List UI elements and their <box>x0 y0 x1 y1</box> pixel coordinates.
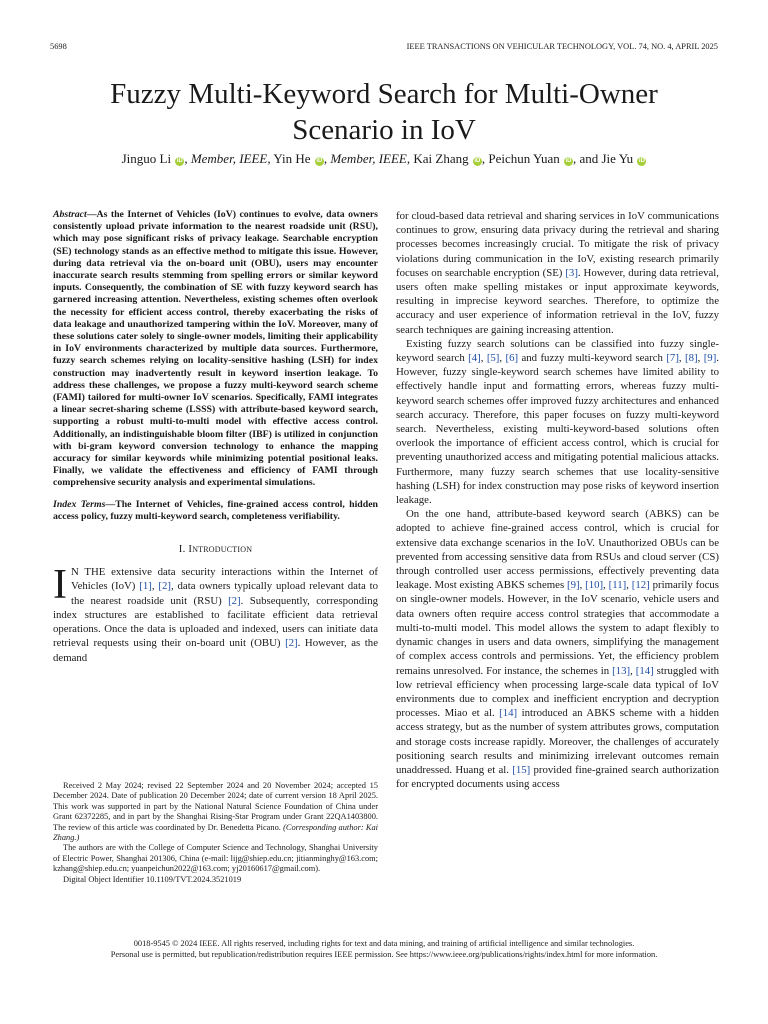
section-number: I. <box>178 543 186 556</box>
text-run: N THE extensive data security interactions within the Internet of Vehicles (IoV) <box>71 566 378 593</box>
text-run: provided fine-grained search authorization for encrypted documents using access <box>396 763 719 791</box>
text-run: . However, as the demand <box>53 637 378 664</box>
footnote <box>53 781 378 885</box>
index-terms-text: —The Internet of Vehicles, fine-grained access control, hidden access policy, fuzzy multi-keyword search, completeness verifiability. <box>53 498 378 522</box>
orcid-icon[interactable]: iD <box>474 158 481 164</box>
citation-link[interactable]: [7] <box>666 352 679 365</box>
orcid-icon[interactable]: iD <box>638 158 645 164</box>
text-run: introduced an ABKS scheme with a hidden access strategy, but as the number of system attributes grows, computation and storage costs increase rapidly. Moreover, the challenges of accurately positioning search results and minimizing irrelevant outcomes remain unaddressed. Huang et al. <box>396 707 719 776</box>
citation-link[interactable]: [2] <box>228 594 241 607</box>
text-run: primarily focus on single-owner models. However, in the IoV scenario, vehicle users and data owners often require access control strategies that accommodate a multi-to-multi model. This model allows the system to adapt flexibly to dynamic changes in users and data owners, simplifying the management of complex access controls and permissions. Yet, the efficiency problem remains unresolved. For instance, the schemes in <box>396 579 719 677</box>
corresponding-author: (Corresponding author: Kai Zhang.) <box>53 822 378 843</box>
orcid-icon[interactable]: iD <box>565 158 572 164</box>
author-name: Kai Zhang <box>413 151 469 166</box>
drop-cap: I <box>53 562 67 609</box>
citation-link[interactable]: [6] <box>505 352 519 365</box>
author-name: Yin He <box>273 151 311 166</box>
left-column <box>53 209 378 665</box>
citation-link[interactable]: [10] <box>585 579 604 592</box>
intro-paragraph <box>53 562 378 664</box>
abstract-text: —As the Internet of Vehicles (IoV) continues to evolve, data owners consistently upload private information to the nearest roadside unit (RSU), which may pose significant risks of privacy leakage. Searchable encryption (SE) technology stands as an effective method to mitigate this issue. However, during data retrieval via the on-board unit (OBU), users may encounter inaccurate search results stemming from spelling errors or similar keyword inputs. Consequently, the combination of SE with fuzzy keyword search has garnered increasing attention. Nevertheless, existing schemes often overlook the necessity for efficient access control, thereby exacerbating the risks of data leakage and unauthorized tampering within the IoV. Moreover, many of these solutions cater solely to single-owner models, limiting their applicability in IoV environments characterized by multiple data sources. Furthermore, fuzzy search schemes relying on locality-sensitive hashing (LSH) for index construction may inadvertently result in keyword insertion leakage. To address these challenges, we propose a fuzzy multi-keyword search scheme (FAMI) tailored for multi-owner IoV scenarios. Specifically, FAMI integrates a linear secret-sharing scheme (LSSS) with attribute-based keyword search, supporting a robust multi-to-multi model with effective access control. Additionally, an indistinguishable bloom filter (IBF) is utilized in conjunction with bi-gram keyword conversion technology to enhance the mapping accuracy for similar keywords while minimizing potential positional leaks. Finally, we validate the effectiveness and efficiency of FAMI through comprehensive security analysis and experimental simulations. <box>53 209 378 489</box>
citation-link[interactable]: [14] <box>499 707 518 720</box>
section-heading <box>53 542 378 556</box>
citation-link[interactable]: [5] <box>486 352 500 365</box>
author-role: Member, IEEE <box>190 151 268 166</box>
text-run: , data owners typically upload relevant data to the nearest roadside unit (RSU) <box>71 580 378 607</box>
text-run: . Subsequently, corresponding index structures are established to facilitate efficient data retrieval operations. Once the data is uploaded and indexed, users can initiate data retrieval requests using their on-board unit (OBU) <box>53 594 378 650</box>
index-terms-label: Index Terms <box>53 498 106 510</box>
text-run: On the one hand, attribute-based keyword search (ABKS) can be adopted to achieve fine-grained access control, which is crucial for extensive data exchange scenarios in the IoV. Unauthorized OBUs can be prevented from accessing sensitive data from RSUs and cloud server (CS) through controlled user access permissions, effectively preventing data leakage. Most existing ABKS schemes <box>396 508 719 592</box>
journal-name: IEEE TRANSACTIONS ON VEHICULAR TECHNOLOGY, VOL. 74, NO. 4, APRIL 2025 <box>406 42 718 51</box>
body-paragraph: Existing fuzzy search solutions can be classified into fuzzy single-keyword search [4], [5], [6] and fuzzy multi-keyword search [7], [8], [9]. However, fuzzy single-keyword search schemes have limited ability to effectively handle input and formatting errors, whereas fuzzy multi-keyword search schemes offer improved fuzzy architectures and enhanced search accuracy. Therefore, this paper focuses on fuzzy multi-keyword search. Nevertheless, existing multi-keyword-based solutions often overlook the importance of efficient access control, which is crucial for preventing unauthorized access and mitigating potential malicious attacks. Furthermore, many fuzzy search schemes that use locality-sensitive hashing (LSH) for index construction may pose risks of keyword insertion leakage. <box>396 337 719 507</box>
citation-link[interactable]: [13] <box>612 664 631 677</box>
abstract <box>53 209 378 490</box>
copyright-line: Personal use is permitted, but republication/redistribution requires IEEE permission. See https://www.ieee.org/publications/rights/index.html for more information. <box>110 950 658 959</box>
footnote-affiliation: The authors are with the College of Computer Science and Technology, Shanghai University of Electric Power, Shanghai 201306, China (e-mail: lijg@shiep.edu.cn; jitianminghy@163.com; kzhang@shiep.edu.cn; yuanpeichun2022@163.com; yj20160617@gmail.com). <box>53 843 378 874</box>
citation-link[interactable]: [8] <box>685 352 698 365</box>
abstract-label: Abstract <box>53 209 87 220</box>
text-run: . However, fuzzy single-keyword search schemes have limited ability to effectively handle input and formatting errors, whereas fuzzy multi-keyword search schemes offer improved fuzzy architectures and enhanced search accuracy. Therefore, this paper focuses on fuzzy multi-keyword search. Nevertheless, existing multi-keyword-based solutions often overlook the importance of efficient access control, which is crucial for preventing unauthorized access and mitigating potential malicious attacks. Furthermore, many fuzzy search schemes that use locality-sensitive hashing (LSH) for index construction may pose risks of keyword insertion leakage. <box>396 352 719 507</box>
author-conjunction: , and <box>572 151 599 166</box>
author-name: Jinguo Li <box>121 151 172 166</box>
author-list: Jinguo Li iD , Member, IEEE, Yin He iD , Member, IEEE, Kai Zhang iD , Peichun Yuan iD , and Jie Yu iD <box>121 151 645 166</box>
copyright-line: 0018-9545 © 2024 IEEE. All rights reserved, including rights for text and data mining, and training of artificial intelligence and similar technologies. <box>133 939 635 948</box>
paper-title: Fuzzy Multi-Keyword Search for Multi-Owner Scenario in IoV <box>110 78 658 146</box>
section-title: Introduction <box>188 543 253 556</box>
page-number: 5698 <box>50 42 67 51</box>
copyright-notice <box>30 938 738 960</box>
citation-link[interactable]: [14] <box>635 664 654 677</box>
right-column <box>396 209 719 791</box>
body-paragraph <box>396 209 719 337</box>
citation-link[interactable]: [3] <box>565 266 578 279</box>
citation-link[interactable]: [4] <box>468 352 481 365</box>
footnote-received <box>53 781 378 843</box>
citation-link[interactable]: [9] <box>566 579 580 592</box>
citation-link[interactable]: [11] <box>608 579 627 592</box>
body-paragraph: On the one hand, attribute-based keyword search (ABKS) can be adopted to achieve fine-grained access control, which is crucial for extensive data exchange scenarios in the IoV. Unauthorized OBUs can be prevented from accessing sensitive data from RSUs and cloud server (CS) through controlled user access permissions, effectively preventing data leakage. Most existing ABKS schemes [9], [10], [11], [12] primarily focus on single-owner models. However, in the IoV scenario, vehicle users and data owners often require access control strategies that accommodate a multi-to-multi model. This model allows the system to adapt flexibly to dynamic changes in users and data owners, simplifying the management of complex access controls and permissions. Yet, the efficiency problem remains unresolved. For instance, the schemes in [13], [14] struggled with low retrieval efficiency when processing large-scale data typical of IoV environments due to complex and inefficient encryption and decryption processes. Miao et al. [14] introduced an ABKS scheme with a hidden access strategy, but as the number of system attributes grows, computation and storage costs increase rapidly. Moreover, the challenges of accurately positioning search results and minimizing irrelevant outcomes remain unaddressed. Huang et al. [15] provided fine-grained search authorization for encrypted documents using access <box>396 508 719 791</box>
orcid-icon[interactable]: iD <box>316 158 323 164</box>
citation-link[interactable]: [12] <box>631 579 650 592</box>
text-run: struggled with low retrieval efficiency when processing large-scale data typical of IoV environments due to complex and inefficient encryption and decryption processes. Miao et al. <box>396 664 719 720</box>
text-run: Existing fuzzy search solutions can be classified into fuzzy single-keyword search <box>396 337 719 365</box>
citation-link[interactable]: [2] <box>285 637 298 650</box>
author-name: Jie Yu <box>601 151 634 166</box>
author-role: Member, IEEE <box>330 151 407 166</box>
text-run: , <box>151 580 159 593</box>
footnote-doi: Digital Object Identifier 10.1109/TVT.2024.3521019 <box>63 874 242 884</box>
citation-link[interactable]: [1] <box>139 580 152 593</box>
text-run: Received 2 May 2024; revised 22 September 2024 and 20 November 2024; accepted 15 December 2024. Date of publication 20 December 2024; date of current version 18 April 2025. This work was supported in part by the National Natural Science Foundation of China under Grant 62372285, and in part by the Shanghai Rising-Star Program under Grant 22QA1403800. The review of this article was coordinated by Dr. Benedetta Picano. <box>53 781 378 832</box>
index-terms <box>53 499 378 523</box>
orcid-icon[interactable]: iD <box>176 158 183 164</box>
citation-link[interactable]: [15] <box>512 763 531 776</box>
citation-link[interactable]: [9] <box>703 352 717 365</box>
text-run: and fuzzy multi-keyword search <box>518 352 667 365</box>
text-run: . However, during data retrieval, users often make spelling mistakes or input approximate keywords, resulting in imprecise keyword searches. Therefore, to optimize the accuracy and user experience of information retrieval in the IoV, fuzzy search techniques are gaining increasing attention. <box>396 266 719 336</box>
author-name: Peichun Yuan <box>488 151 560 166</box>
running-head <box>50 42 718 51</box>
text-run: for cloud-based data retrieval and sharing services in IoV communications continues to grow, ensuring data privacy during the retrieval and sharing processes becomes increasingly crucial. To mitigate the risk of privacy violations during communication in the IoV, existing research primarily focuses on searchable encryption (SE) <box>396 210 719 279</box>
citation-link[interactable]: [2] <box>158 580 171 593</box>
